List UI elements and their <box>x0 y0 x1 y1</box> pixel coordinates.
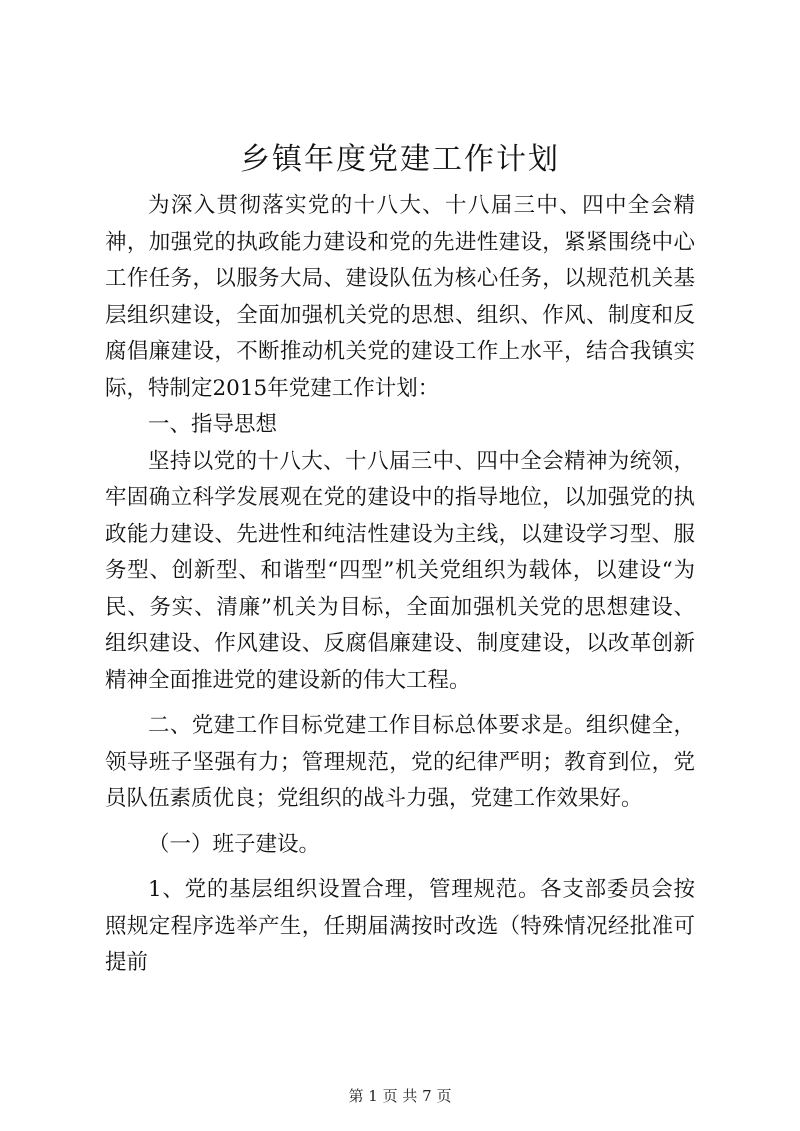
subsection-heading-team-building: （一）班子建设。 <box>148 831 321 857</box>
guiding-ideology-paragraph: 坚持以党的十八大、十八届三中、四中全会精神为统领，牢固确立科学发展观在党的建设中的指导地位，以加强党的执政能力建设、先进性和纯洁性建设为主线，以建设学习型、服务型、创新型、和谐型“四型”机关党组织为载体，以建设“为民、务实、清廉”机关为目标，全面加强机关党的思想建设、组织建设、作风建设、反腐倡廉建设、制度建设，以改革创新精神全面推进党的建设新的伟大工程。 <box>105 448 695 693</box>
page-footer: 第 1 页 共 7 页 <box>348 1087 452 1105</box>
work-goals-paragraph: 二、党建工作目标党建工作目标总体要求是。组织健全，领导班子坚强有力；管理规范，党的纪律严明；教育到位，党员队伍素质优良；党组织的战斗力强，党建工作效果好。 <box>105 713 695 811</box>
document-title: 乡镇年度党建工作计划 <box>240 142 560 177</box>
intro-paragraph: 为深入贯彻落实党的十八大、十八届三中、四中全会精神，加强党的执政能力建设和党的先进性建设，紧紧围绕中心工作任务，以服务大局、建设队伍为核心任务，以规范机关基层组织建设，全面加强机关党的思想、组织、作风、制度和反腐倡廉建设，不断推动机关党的建设工作上水平，结合我镇实际，特制定2015年党建工作计划： <box>105 193 695 401</box>
team-building-item-1: 1、党的基层组织设置合理，管理规范。各支部委员会按照规定程序选举产生，任期届满按时改选（特殊情况经批准可提前 <box>105 877 695 975</box>
document-body <box>105 188 695 982</box>
section-heading-guiding-ideology: 一、指导思想 <box>148 412 278 437</box>
